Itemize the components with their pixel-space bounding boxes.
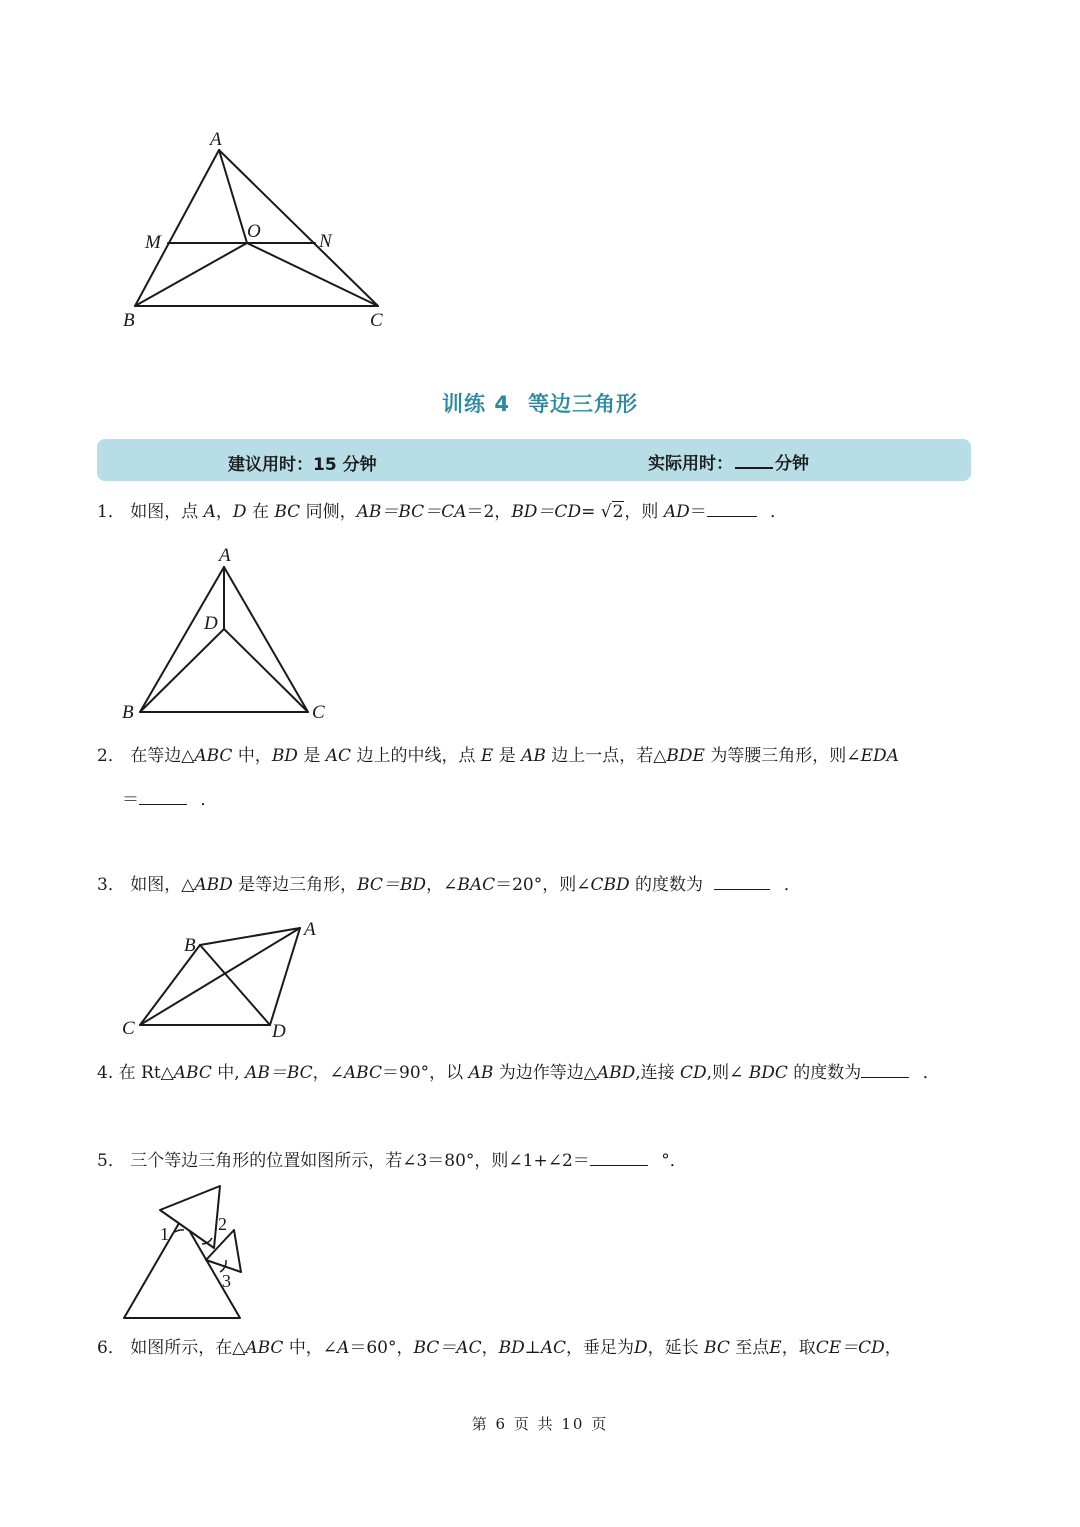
q4-var-bdc: BDC	[748, 1063, 788, 1083]
angle-label-3: 3	[222, 1271, 231, 1291]
q4-eq: AB＝BC	[245, 1063, 313, 1083]
q6-var-d: D	[634, 1338, 648, 1358]
suggested-time-value: 15 分钟	[313, 455, 377, 475]
q4-var-abc2: ABC	[343, 1063, 382, 1083]
q6-text: ，取	[781, 1338, 816, 1358]
q3-var-cbd: CBD	[590, 875, 630, 895]
q1-end: ．	[770, 502, 788, 522]
angle-label-1: 1	[160, 1224, 169, 1244]
q1-text: ＝	[689, 502, 707, 522]
question-4	[97, 1061, 940, 1085]
label-n: N	[319, 231, 332, 252]
label-c: C	[370, 310, 383, 331]
q1-sqrt	[601, 501, 625, 522]
q4-var-abd: ABD	[596, 1063, 636, 1083]
q4-text: 为边作等边△	[498, 1063, 597, 1083]
q3-text: 是等边三角形，	[238, 875, 358, 895]
q6-text: 中，∠	[288, 1338, 338, 1358]
actual-time-unit: 分钟	[775, 454, 809, 474]
q2-var-e: E	[480, 746, 494, 766]
label-c: C	[312, 702, 325, 723]
q5-text: 三个等边三角形的位置如图所示，若∠3＝80°，则∠1+∠2＝	[130, 1151, 590, 1171]
time-bar	[97, 439, 971, 481]
q6-text: ，	[884, 1338, 902, 1358]
label-m: M	[145, 232, 161, 253]
q1-text: 同侧，	[305, 502, 357, 522]
q1-text: 如图，点	[130, 502, 199, 522]
q1-sep: ，	[215, 502, 233, 522]
question-1	[97, 500, 787, 524]
q6-text: 如图所示，在△	[130, 1338, 246, 1358]
q2-var-eda: EDA	[860, 746, 899, 766]
q2-text: 在等边△	[130, 746, 195, 766]
q4-var-abc: ABC	[173, 1063, 212, 1083]
q1-var-d: D	[232, 502, 247, 522]
actual-time-blank[interactable]	[735, 453, 773, 469]
q4-text: ,则∠	[706, 1063, 744, 1083]
q6-var-abc: ABC	[245, 1338, 284, 1358]
q2-text: 是	[498, 746, 516, 766]
q1-answer-blank[interactable]	[707, 500, 757, 517]
q6-var-e: E	[769, 1338, 782, 1358]
actual-time-label: 实际用时：	[648, 454, 733, 474]
q6-var-a: A	[337, 1338, 350, 1358]
q3-end: ．	[783, 875, 801, 895]
question-6	[97, 1336, 902, 1360]
q2-text: 为等腰三角形，则∠	[710, 746, 861, 766]
q4-var-cd: CD	[680, 1063, 707, 1083]
q4-text: ＝90°，以	[382, 1063, 464, 1083]
question-5	[97, 1149, 687, 1173]
q3-answer-blank[interactable]	[714, 873, 770, 890]
q3-eq: BC＝BD	[357, 875, 427, 895]
q2-text: 是	[303, 746, 321, 766]
label-a: A	[210, 129, 222, 150]
q4-num: 4.	[97, 1063, 114, 1083]
q5-end: °．	[661, 1151, 687, 1171]
q6-eq1: BC＝AC	[413, 1338, 482, 1358]
label-a: A	[304, 919, 316, 940]
q1-num: 1．	[97, 502, 125, 522]
q3-text: 的度数为	[635, 875, 704, 895]
q1-text: ＝2，	[466, 502, 512, 522]
question-2-line-2	[122, 788, 217, 812]
actual-time	[648, 449, 809, 474]
q6-text: 至点	[735, 1338, 770, 1358]
q3-var-bac: BAC	[457, 875, 496, 895]
label-d: D	[204, 613, 218, 634]
label-b: B	[184, 935, 196, 956]
q1-eq1: AB＝BC＝CA	[356, 502, 467, 522]
label-a: A	[219, 545, 231, 566]
section-title-text: 等边三角形	[527, 392, 638, 416]
q2-text: 边上一点，若△	[551, 746, 667, 766]
q2-var-abc: ABC	[194, 746, 233, 766]
q4-text: 的度数为	[793, 1063, 862, 1083]
q1-var-ad: AD	[663, 502, 690, 522]
q2-text: 中，	[237, 746, 272, 766]
figure-triangle-amn	[110, 128, 410, 338]
figure-q3	[118, 915, 338, 1045]
sqrt-symbol: √	[600, 502, 612, 522]
q6-text: ，垂足为	[566, 1338, 634, 1358]
q6-perp: BD⊥AC	[498, 1338, 566, 1358]
q2-answer-blank[interactable]	[139, 788, 187, 805]
q2-text: ＝	[122, 790, 139, 810]
q2-end: ．	[200, 790, 218, 810]
label-b: B	[123, 310, 135, 331]
q6-num: 6．	[97, 1338, 125, 1358]
label-b: B	[122, 702, 134, 723]
label-d: D	[272, 1021, 286, 1042]
q3-text: ＝20°，则∠	[495, 875, 591, 895]
section-title-num: 训练 4	[442, 392, 510, 416]
suggested-time	[228, 450, 377, 475]
q1-text: =	[581, 502, 596, 522]
q6-text: ，延长	[647, 1338, 699, 1358]
q6-text: ＝60°，	[349, 1338, 414, 1358]
q6-eq2: CE＝CD	[815, 1338, 885, 1358]
sqrt-value: 2	[612, 502, 624, 522]
q3-var-abd: ABD	[194, 875, 233, 895]
label-o: O	[247, 221, 261, 242]
q6-text: ，	[481, 1338, 499, 1358]
label-c: C	[122, 1018, 135, 1039]
q5-num: 5．	[97, 1151, 125, 1171]
q5-answer-blank[interactable]	[590, 1149, 648, 1166]
q1-text: 在	[251, 502, 269, 522]
q2-var-ac: AC	[325, 746, 352, 766]
q4-end: ．	[922, 1063, 940, 1083]
page-footer: 第 6 页 共 10 页	[471, 1415, 609, 1433]
q3-text: ，∠	[426, 875, 458, 895]
q3-num: 3．	[97, 875, 125, 895]
q1-text: ，则	[624, 502, 659, 522]
q1-var-bc: BC	[274, 502, 301, 522]
question-3	[97, 873, 801, 897]
section-title	[0, 388, 1080, 418]
q1-eq2: BD＝CD	[511, 502, 582, 522]
figure-q1	[118, 545, 338, 725]
question-2	[97, 744, 899, 768]
q4-text: ,连接	[635, 1063, 675, 1083]
q3-text: 如图，△	[130, 875, 195, 895]
suggested-time-label: 建议用时：	[228, 455, 313, 475]
angle-label-2: 2	[218, 1214, 227, 1234]
q2-var-bd: BD	[271, 746, 298, 766]
q2-var-bde: BDE	[666, 746, 705, 766]
q4-text: 中,	[217, 1063, 240, 1083]
q2-num: 2．	[97, 746, 125, 766]
q4-answer-blank[interactable]	[861, 1061, 909, 1078]
figure-q5	[118, 1180, 258, 1325]
q4-text: ，∠	[312, 1063, 344, 1083]
q2-var-ab: AB	[521, 746, 546, 766]
q4-text: 在 Rt△	[118, 1063, 174, 1083]
q2-text: 边上的中线，点	[356, 746, 476, 766]
q4-var-ab: AB	[468, 1063, 494, 1083]
q1-var-a: A	[203, 502, 216, 522]
q6-var-bc: BC	[704, 1338, 730, 1358]
